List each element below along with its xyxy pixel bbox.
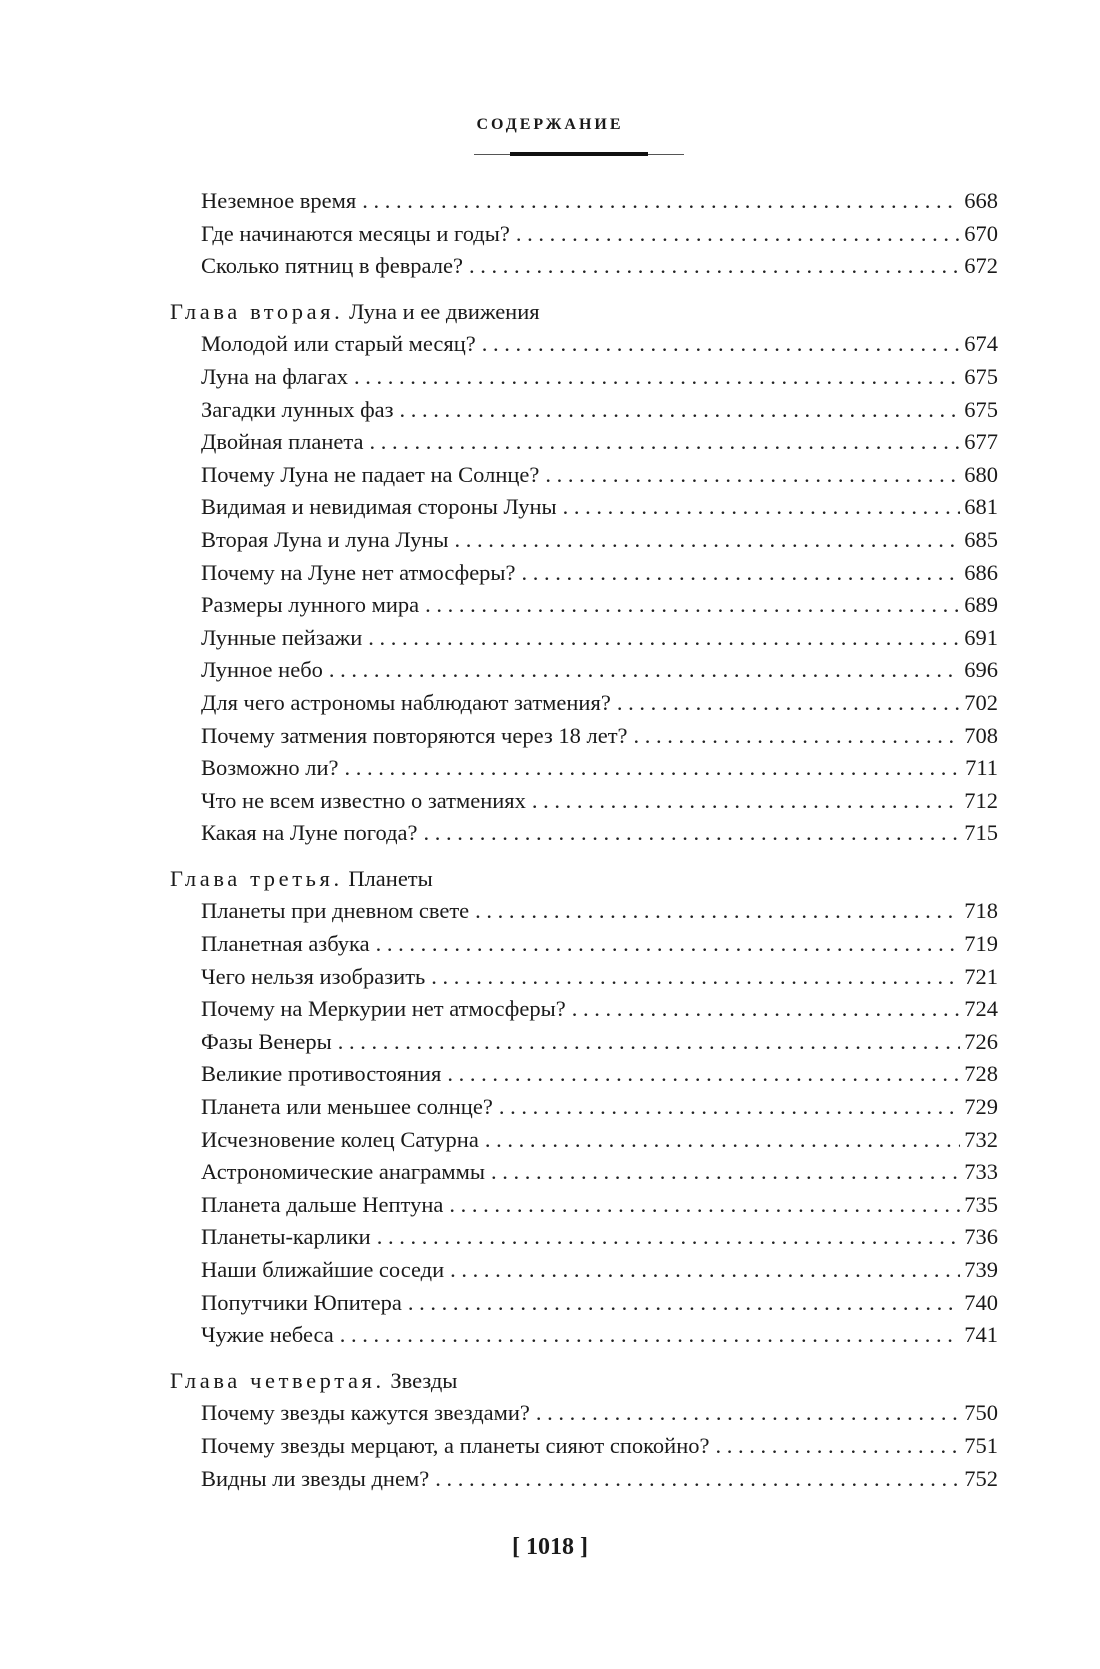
toc-entry	[201, 524, 998, 557]
chapter-heading	[170, 1365, 998, 1398]
toc-entry	[201, 589, 998, 622]
toc-entry-page: 677	[964, 429, 998, 455]
dot-leader	[482, 328, 960, 361]
toc-entry-title: Для чего астрономы наблюдают затмения?	[201, 689, 611, 715]
toc-entry	[201, 1189, 998, 1222]
toc-entry-title: Планеты при дневном свете	[201, 898, 470, 924]
toc-entry	[201, 752, 998, 785]
toc-entry-title: Неземное время	[201, 188, 357, 213]
running-head: СОДЕРЖАНИЕ	[476, 116, 624, 133]
toc-entry-title: Великие противостояния	[201, 1061, 442, 1087]
toc-entry-title: Почему на Меркурии нет атмосферы?	[201, 996, 566, 1022]
toc-entry	[201, 459, 998, 492]
toc-entry-title: Молодой или старый месяц?	[201, 331, 476, 357]
dot-leader	[617, 687, 960, 720]
toc-entry-page: 675	[964, 363, 998, 389]
dot-leader	[532, 785, 960, 818]
toc-entry-title: Почему Луна не падает на Солнце?	[201, 461, 540, 487]
toc-entry-title: Чужие небеса	[201, 1322, 334, 1348]
toc-entry	[201, 361, 998, 394]
dot-leader	[376, 928, 961, 961]
toc-entry	[201, 622, 998, 655]
toc-entry-page: 751	[964, 1432, 998, 1458]
toc-entry-title: Почему затмения повторяются через 18 лет?	[201, 722, 628, 748]
toc-entry-page: 726	[964, 1028, 998, 1054]
toc-entry-title: Фазы Венеры	[201, 1028, 332, 1054]
toc-entry	[201, 1287, 998, 1320]
toc-entry	[201, 491, 998, 524]
toc-entry	[201, 1221, 998, 1254]
dot-leader	[716, 1430, 961, 1463]
dot-leader	[338, 1026, 960, 1059]
toc-entry	[201, 1026, 998, 1059]
dot-leader	[447, 1058, 960, 1091]
toc-entry	[201, 1319, 998, 1352]
dot-leader	[634, 720, 961, 753]
chapter-heading	[170, 863, 998, 896]
toc-entry-title: Луна на флагах	[201, 363, 348, 389]
toc-entry-page: 675	[964, 396, 998, 422]
toc-entry-page: 715	[964, 820, 998, 846]
toc-entry-page: 686	[964, 559, 998, 585]
toc-entry-page: 741	[964, 1322, 998, 1348]
toc-entry-page: 670	[964, 220, 998, 246]
dot-leader	[516, 218, 960, 251]
dot-leader	[449, 1189, 960, 1222]
dot-leader	[491, 1156, 960, 1189]
toc-entry-page: 668	[964, 188, 998, 213]
chapter-title: Планеты	[348, 865, 433, 891]
toc-entry	[201, 928, 998, 961]
toc-entry-page: 680	[964, 461, 998, 487]
toc-entry-page: 721	[964, 963, 998, 989]
toc-entry	[201, 218, 998, 251]
toc-entry-title: Планеты-карлики	[201, 1224, 371, 1250]
toc-entry-title: Попутчики Юпитера	[201, 1289, 402, 1315]
dot-leader	[485, 1124, 960, 1157]
toc-entry-title: Что не всем известно о затмениях	[201, 787, 526, 813]
toc-entry-page: 732	[964, 1126, 998, 1152]
toc-entry-title: Какая на Луне погода?	[201, 820, 418, 846]
toc-entry-title: Видны ли звезды днем?	[201, 1465, 430, 1491]
toc-entry	[201, 1124, 998, 1157]
dot-leader	[522, 557, 961, 590]
page-number: [ 1018 ]	[512, 1534, 588, 1560]
dot-leader	[329, 654, 960, 687]
dot-leader	[362, 185, 960, 218]
toc-entry	[201, 961, 998, 994]
chapter-title: Звезды	[390, 1367, 458, 1393]
toc-entry-title: Лунные пейзажи	[201, 624, 363, 650]
toc-entry-page: 674	[964, 331, 998, 357]
toc-entry-title: Планетная азбука	[201, 931, 370, 957]
toc-entry-title: Возможно ли?	[201, 755, 339, 781]
dot-leader	[377, 1221, 961, 1254]
toc-entry	[201, 993, 998, 1026]
toc-entry-page: 681	[964, 494, 998, 520]
toc-entry-title: Вторая Луна и луна Луны	[201, 526, 449, 552]
dot-leader	[469, 250, 960, 283]
dot-leader	[455, 524, 961, 557]
toc-entry	[201, 720, 998, 753]
dot-leader	[572, 993, 961, 1026]
toc-entry	[201, 1430, 998, 1463]
toc-entry	[201, 817, 998, 850]
toc-entry	[201, 1397, 998, 1430]
toc-entry-title: Лунное небо	[201, 657, 323, 683]
toc-entry-page: 711	[965, 755, 998, 781]
toc-entry-title: Видимая и невидимая стороны Луны	[201, 494, 557, 520]
toc-entry	[201, 687, 998, 720]
toc-entry	[201, 654, 998, 687]
toc-entry-title: Загадки лунных фаз	[201, 396, 394, 422]
toc-entry	[201, 394, 998, 427]
dot-leader	[370, 426, 961, 459]
dot-leader	[450, 1254, 960, 1287]
toc-entry-page: 750	[964, 1400, 998, 1426]
toc-entry-page: 733	[964, 1159, 998, 1185]
toc-entry-title: Размеры лунного мира	[201, 592, 420, 618]
toc-entry	[201, 426, 998, 459]
toc-entry-page: 752	[964, 1465, 998, 1491]
toc-entry-page: 708	[964, 722, 998, 748]
toc-entry	[201, 557, 998, 590]
toc-entry-title: Сколько пятниц в феврале?	[201, 253, 463, 279]
toc-entry-title: Исчезновение колец Сатурна	[201, 1126, 479, 1152]
toc-entry	[201, 185, 998, 218]
dot-leader	[424, 817, 961, 850]
dot-leader	[400, 394, 961, 427]
dot-leader	[499, 1091, 960, 1124]
dot-leader	[536, 1397, 960, 1430]
toc-entry-title: Планета или меньшее солнце?	[201, 1094, 493, 1120]
toc-entry	[201, 328, 998, 361]
toc-entry-page: 728	[964, 1061, 998, 1087]
dot-leader	[368, 622, 960, 655]
dot-leader	[354, 361, 960, 394]
toc-entry	[201, 1058, 998, 1091]
chapter-label: Глава вторая.	[170, 298, 344, 324]
toc-entry	[201, 1156, 998, 1189]
toc-entry-title: Где начинаются месяцы и годы?	[201, 220, 510, 246]
toc-entry	[201, 785, 998, 818]
toc-entry-page: 719	[964, 931, 998, 957]
toc-entry	[201, 1091, 998, 1124]
toc-entry-title: Двойная планета	[201, 429, 364, 455]
toc-entry	[201, 250, 998, 283]
toc-entry	[201, 1463, 998, 1496]
chapter-heading	[170, 296, 998, 329]
dot-leader	[475, 895, 960, 928]
dot-leader	[431, 961, 960, 994]
toc-entry-page: 724	[964, 996, 998, 1022]
toc-entry-page: 696	[964, 657, 998, 683]
dot-leader	[563, 491, 961, 524]
toc-entry-title: Наши ближайшие соседи	[201, 1257, 445, 1282]
table-of-contents	[170, 185, 998, 1495]
toc-entry-page: 691	[964, 624, 998, 650]
dot-leader	[425, 589, 960, 622]
toc-entry-title: Почему на Луне нет атмосферы?	[201, 559, 516, 585]
header-rule-accent	[510, 152, 648, 156]
toc-entry-page: 672	[964, 253, 998, 279]
toc-entry	[201, 895, 998, 928]
toc-entry-page: 739	[964, 1257, 998, 1282]
toc-entry-title: Чего нельзя изобразить	[201, 963, 426, 989]
toc-entry-title: Почему звезды мерцают, а планеты сияют спокойно?	[201, 1432, 710, 1458]
toc-entry-page: 702	[964, 689, 998, 715]
dot-leader	[435, 1463, 960, 1496]
toc-entry-page: 735	[964, 1191, 998, 1217]
chapter-label: Глава третья.	[170, 865, 343, 891]
toc-entry-title: Астрономические анаграммы	[201, 1159, 485, 1185]
dot-leader	[545, 459, 960, 492]
dot-leader	[340, 1319, 961, 1352]
toc-entry-page: 689	[964, 592, 998, 618]
toc-entry-page: 685	[964, 526, 998, 552]
toc-entry-title: Почему звезды кажутся звездами?	[201, 1400, 530, 1426]
toc-entry-page: 729	[964, 1094, 998, 1120]
toc-entry-page: 712	[964, 787, 998, 813]
toc-entry-page: 718	[964, 898, 998, 924]
toc-entry	[201, 1254, 998, 1287]
dot-leader	[408, 1287, 960, 1320]
toc-entry-title: Планета дальше Нептуна	[201, 1191, 444, 1217]
toc-entry-page: 740	[964, 1289, 998, 1315]
chapter-label: Глава четвертая.	[170, 1367, 385, 1393]
chapter-title: Луна и ее движения	[348, 298, 540, 324]
dot-leader	[344, 752, 961, 785]
toc-entry-page: 736	[964, 1224, 998, 1250]
